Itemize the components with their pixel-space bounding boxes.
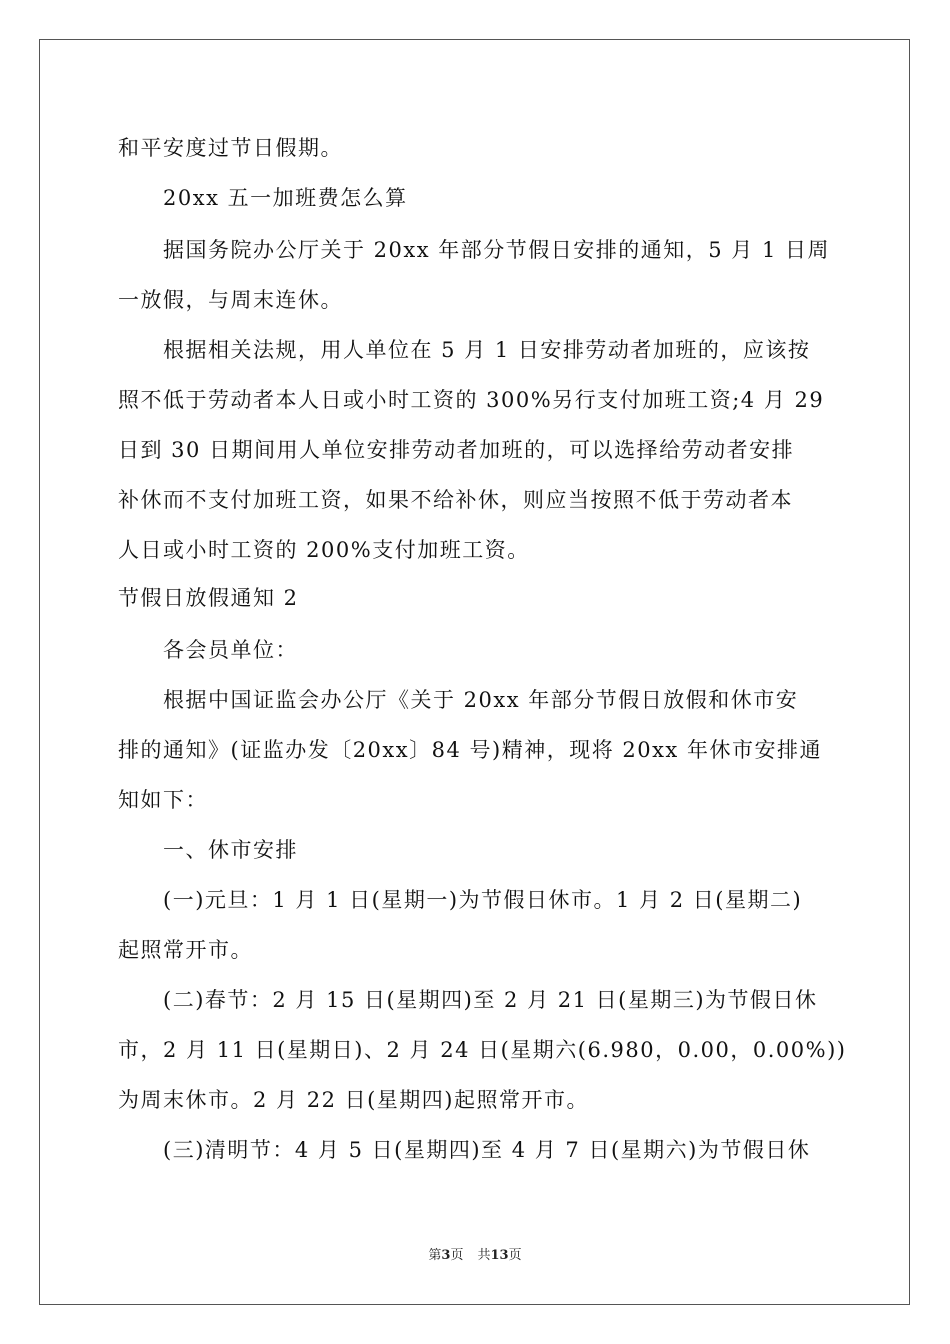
- text-line: (三)清明节：4 月 5 日(星期四)至 4 月 7 日(星期六)为节假日休: [163, 1138, 811, 1162]
- text-line: (一)元旦：1 月 1 日(星期一)为节假日休市。1 月 2 日(星期二): [163, 888, 803, 912]
- text-line: 根据中国证监会办公厅《关于 20xx 年部分节假日放假和休市安: [163, 688, 799, 712]
- section-heading: 20xx 五一加班费怎么算: [163, 186, 408, 210]
- text-line: (二)春节：2 月 15 日(星期四)至 2 月 21 日(星期三)为节假日休: [163, 988, 818, 1012]
- text-line: 根据相关法规，用人单位在 5 月 1 日安排劳动者加班的，应该按: [163, 338, 811, 362]
- page-footer: [0, 1247, 950, 1265]
- text-line: 补休而不支付加班工资，如果不给补休，则应当按照不低于劳动者本: [118, 488, 793, 512]
- text-line: 市，2 月 11 日(星期日)、2 月 24 日(星期六(6.980，0.00，0.00%)): [118, 1038, 847, 1062]
- text-line: 和平安度过节日假期。: [118, 136, 343, 160]
- section-heading: 节假日放假通知 2: [118, 586, 299, 610]
- text-line: 知如下：: [118, 788, 208, 812]
- text-line: 人日或小时工资的 200%支付加班工资。: [118, 538, 530, 562]
- page-suffix: 页: [450, 1248, 464, 1263]
- text-line: 日到 30 日期间用人单位安排劳动者加班的，可以选择给劳动者安排: [118, 438, 795, 462]
- page-prefix: 第: [428, 1248, 442, 1263]
- text-line: 据国务院办公厅关于 20xx 年部分节假日安排的通知，5 月 1 日周: [163, 238, 831, 262]
- total-suffix: 页: [508, 1248, 522, 1263]
- text-line: 一放假，与周末连休。: [118, 288, 343, 312]
- section-heading: 一、休市安排: [163, 838, 298, 862]
- text-line: 起照常开市。: [118, 938, 253, 962]
- text-line: 照不低于劳动者本人日或小时工资的 300%另行支付加班工资;4 月 29: [118, 388, 825, 412]
- text-line: 为周末休市。2 月 22 日(星期四)起照常开市。: [118, 1088, 589, 1112]
- page-border: [39, 39, 910, 1305]
- text-line: 排的通知》(证监办发〔20xx〕84 号)精神，现将 20xx 年休市安排通: [118, 738, 822, 762]
- text-line: 各会员单位：: [163, 638, 298, 662]
- page-total-number: 13: [490, 1248, 509, 1263]
- page-current-number: 3: [441, 1248, 451, 1263]
- total-prefix: 共: [477, 1248, 491, 1263]
